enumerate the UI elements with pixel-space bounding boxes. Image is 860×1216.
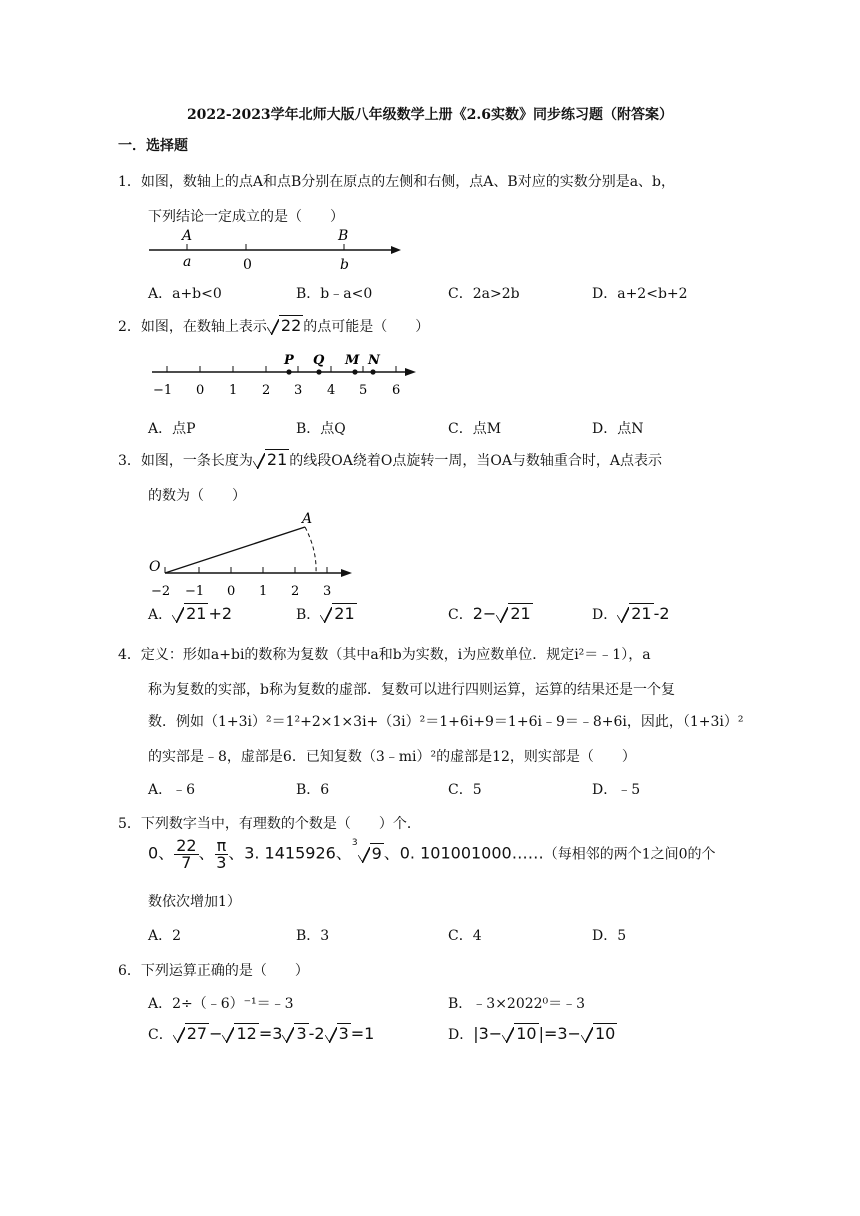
q4-line2: 称为复数的实部，b称为复数的虚部．复数可以进行四则运算，运算的结果还是一个复 <box>148 682 675 698</box>
q2-option-a: A．点P <box>148 421 196 437</box>
q2-point-M: M <box>345 353 360 368</box>
page-title: 2022-2023学年北师大版八年级数学上册《2.6实数》同步练习题（附答案） <box>186 107 674 123</box>
q2-sqrt: 22 <box>267 316 303 335</box>
q3-tick-2: 2 <box>291 584 300 599</box>
q2-stem <box>118 316 429 336</box>
q3-option-d: D． 21 -2 <box>592 604 670 623</box>
q1-number-line <box>145 224 410 274</box>
q1-option-d: D．a+2<b+2 <box>592 286 688 302</box>
q5-cube-root: 9 <box>358 844 384 863</box>
q6-option-b: B．﹣3×2022⁰＝﹣3 <box>448 996 586 1012</box>
q4-option-d: D．﹣5 <box>592 782 641 798</box>
q2-tick-3: 3 <box>294 383 303 398</box>
q1-label-b: b <box>340 257 349 273</box>
q6-option-d: D．|3− 10 |=3− 10 <box>448 1024 616 1043</box>
q4-line4: 的实部是﹣8，虚部是6．已知复数（3﹣mi）²的虚部是12，则实部是（ ） <box>148 749 636 765</box>
q3-tick-0: 0 <box>227 584 236 599</box>
q1-label-B: B <box>338 228 349 244</box>
q5-fraction-pi-3: $\frac{\pi}{3}$ <box>216 836 227 872</box>
q5-option-d: D．5 <box>592 928 627 944</box>
q3-option-c: C．2− 21 <box>448 604 531 623</box>
q3-line2: 的数为（ ） <box>148 488 246 504</box>
q2-option-c: C．点M <box>448 421 502 437</box>
q3-label-O: O <box>149 559 161 575</box>
q2-tick-0: 0 <box>196 383 205 398</box>
q3-tick-neg2: −2 <box>151 584 171 599</box>
q2-point-N: N <box>368 353 380 368</box>
q3-option-b: B． 21 <box>296 604 355 623</box>
q4-option-b: B．6 <box>296 782 330 798</box>
q2-tick-5: 5 <box>359 383 368 398</box>
q1-label-a: a <box>183 254 192 270</box>
q3-option-a: A． 21 +2 <box>148 604 233 623</box>
q5-numbers: 0、 $\frac{22}{7}$ 、 $\frac{\pi}{3}$ 、3. 1415926、$^3$9 、0. 101001000……（每相邻的两个1之间0的个 <box>148 836 716 872</box>
q1-line1: 1．如图，数轴上的点A和点B分别在原点的左侧和右侧，点A、B对应的实数分别是a、b， <box>118 174 676 190</box>
q5-line3: 数依次增加1） <box>148 894 241 910</box>
q4-option-c: C．5 <box>448 782 482 798</box>
q2-number-line <box>148 350 423 400</box>
q6-option-a: A．2÷（﹣6）⁻¹＝﹣3 <box>148 996 294 1012</box>
q5-option-b: B．3 <box>296 928 330 944</box>
q1-label-0: 0 <box>243 257 252 273</box>
q3-label-A: A <box>302 511 313 527</box>
q2-tick-1: 1 <box>229 383 238 398</box>
q6-option-c: C． 27 − 12 =3 3 -2 3 =1 <box>148 1024 375 1043</box>
q2-stem-pre: 2．如图，在数轴上表示 <box>118 319 267 335</box>
q1-option-b: B．b﹣a<0 <box>296 286 373 302</box>
q2-option-d: D．点N <box>592 421 644 437</box>
q3-figure <box>145 505 360 600</box>
q2-tick-neg1: −1 <box>153 383 173 398</box>
q3-tick-3: 3 <box>323 584 332 599</box>
q2-stem-post: 的点可能是（ ） <box>303 319 430 335</box>
q3-stem-post: 的线段OA绕着O点旋转一周，当OA与数轴重合时，A点表示 <box>289 453 663 469</box>
q3-tick-1: 1 <box>259 584 268 599</box>
q3-stem <box>118 450 662 470</box>
q2-tick-2: 2 <box>262 383 271 398</box>
q5-fraction-22-7: $\frac{22}{7}$ <box>176 836 197 872</box>
q1-label-A: A <box>182 228 193 244</box>
q3-tick-neg1: −1 <box>185 584 205 599</box>
q4-line3: 数．例如（1+3i）²＝1²+2×1×3i+（3i）²＝1+6i+9＝1+6i﹣9＝﹣8+6i，因此，（1+3i）² <box>148 714 744 730</box>
q5-option-a: A．2 <box>148 928 182 944</box>
q4-line1: 4．定义：形如a+bi的数称为复数（其中a和b为实数，i为应数单位．规定i²＝﹣1），a <box>118 647 651 663</box>
q5-line1: 5．下列数字当中，有理数的个数是（ ）个． <box>118 816 421 832</box>
q2-point-P: P <box>284 353 294 368</box>
q2-tick-4: 4 <box>327 383 336 398</box>
q1-option-a: A．a+b<0 <box>148 286 222 302</box>
q3-sqrt: 21 <box>253 450 289 469</box>
q5-option-c: C．4 <box>448 928 482 944</box>
q2-point-Q: Q <box>313 353 325 368</box>
q4-option-a: A．﹣6 <box>148 782 196 798</box>
section-heading: 一．选择题 <box>118 138 188 154</box>
q6-line1: 6．下列运算正确的是（ ） <box>118 963 309 979</box>
q2-option-b: B．点Q <box>296 421 346 437</box>
q3-stem-pre: 3．如图，一条长度为 <box>118 453 253 469</box>
q1-option-c: C．2a>2b <box>448 286 520 302</box>
q2-tick-6: 6 <box>392 383 401 398</box>
q1-line2: 下列结论一定成立的是（ ） <box>148 209 344 225</box>
